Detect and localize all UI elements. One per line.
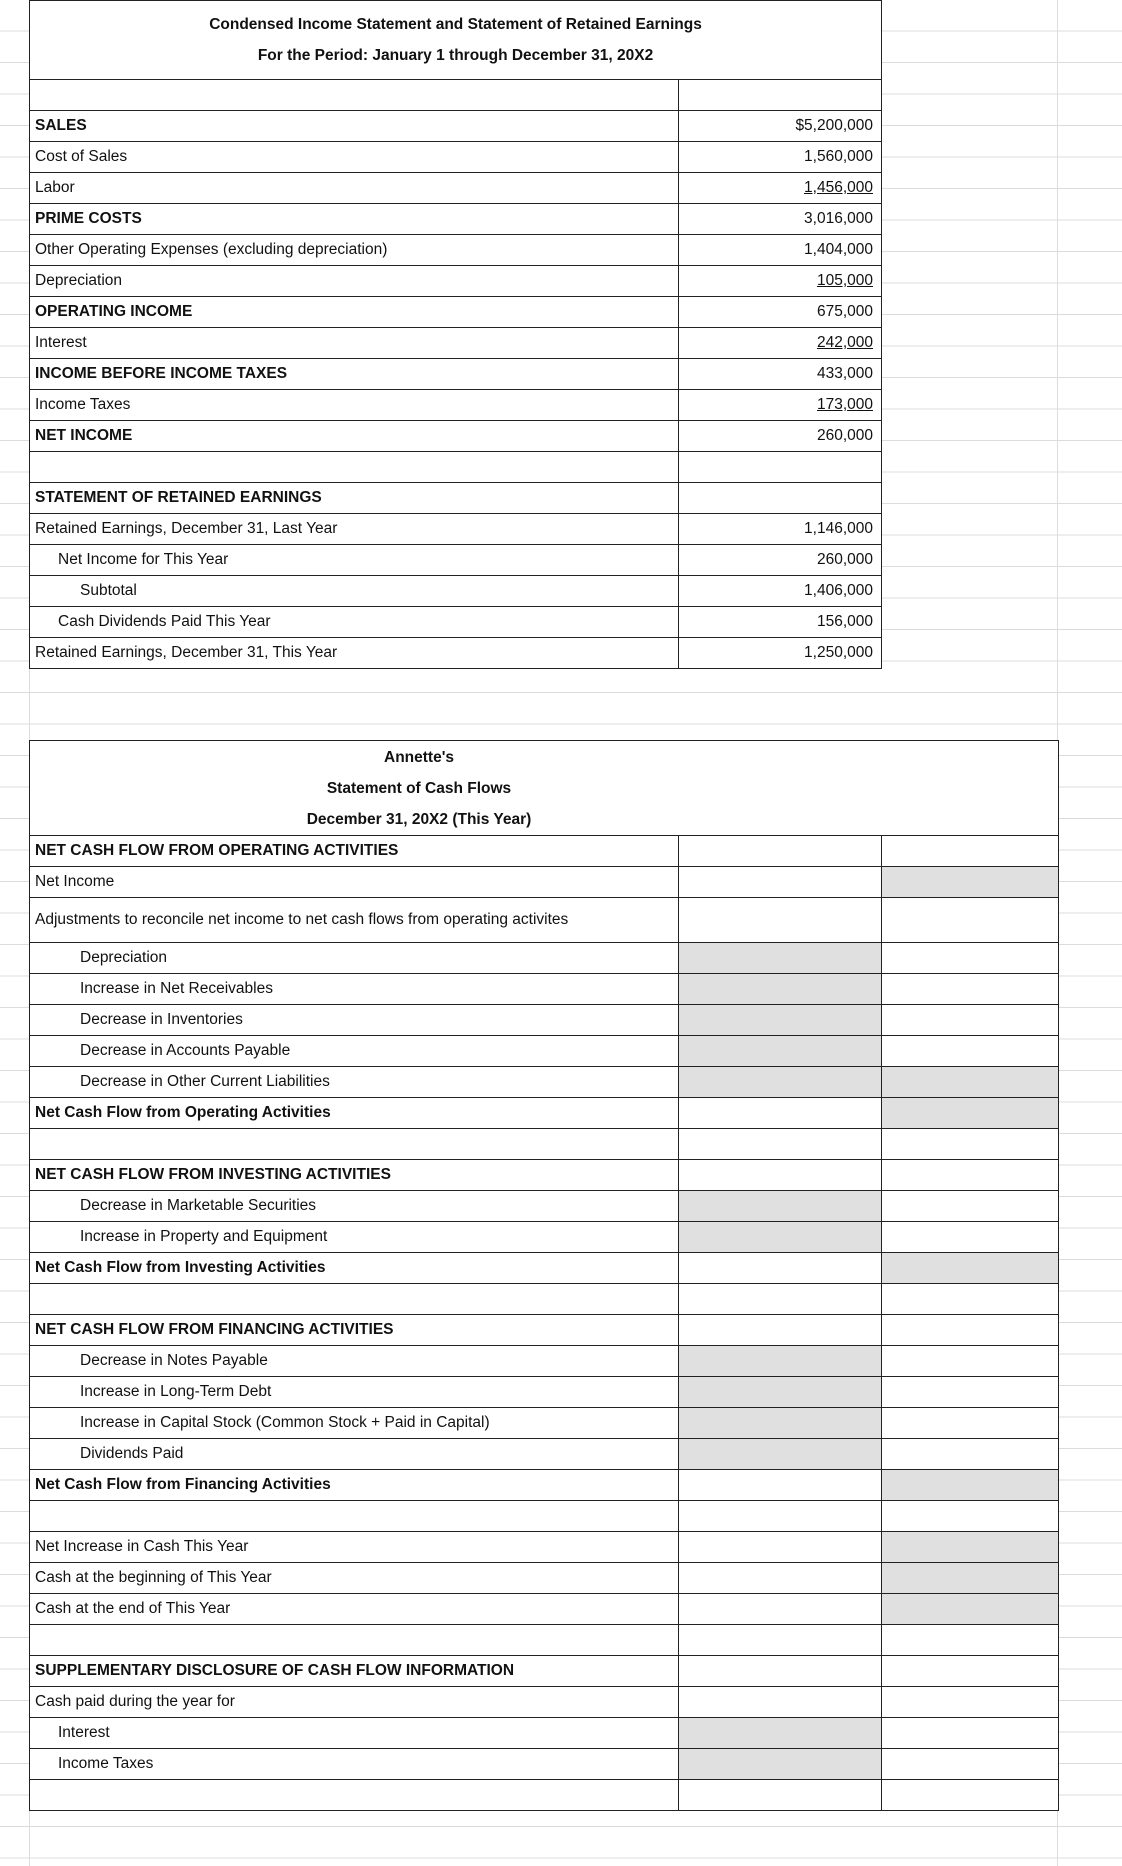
table-row (30, 359, 882, 390)
row-label[interactable]: Increase in Capital Stock (Common Stock + Paid in Capital) (30, 1408, 679, 1439)
table-row (30, 638, 882, 669)
row-label[interactable]: Net Increase in Cash This Year (30, 1532, 679, 1563)
input-cell[interactable] (679, 1408, 882, 1439)
row-label[interactable]: NET INCOME (30, 421, 679, 452)
row-value[interactable]: 260,000 (679, 421, 882, 452)
cash-flow-header (30, 741, 1059, 836)
cash-flow-title: Statement of Cash Flows (326, 779, 512, 797)
table-row (30, 607, 882, 638)
total-cell[interactable] (882, 1160, 1059, 1191)
row-value[interactable]: 242,000 (679, 328, 882, 359)
row-value[interactable]: 260,000 (679, 545, 882, 576)
input-cell[interactable] (679, 943, 882, 974)
row-value[interactable]: $5,200,000 (679, 111, 882, 142)
supplementary-heading[interactable]: SUPPLEMENTARY DISCLOSURE OF CASH FLOW INFORMATION (30, 1656, 679, 1687)
row-label[interactable]: Cash Dividends Paid This Year (30, 607, 679, 638)
income-statement-table (29, 0, 882, 669)
investing-heading[interactable]: NET CASH FLOW FROM INVESTING ACTIVITIES (30, 1160, 679, 1191)
table-row (30, 1377, 1059, 1408)
amount-cell[interactable] (679, 1532, 882, 1563)
row-label[interactable]: Cost of Sales (30, 142, 679, 173)
table-row (30, 545, 882, 576)
retained-earnings-heading[interactable]: STATEMENT OF RETAINED EARNINGS (30, 483, 679, 514)
input-cell[interactable] (679, 1191, 882, 1222)
row-label[interactable]: Cash at the beginning of This Year (30, 1563, 679, 1594)
input-cell[interactable] (679, 1067, 882, 1098)
input-cell[interactable] (882, 1470, 1059, 1501)
income-statement-header (30, 1, 882, 80)
row-label[interactable]: Adjustments to reconcile net income to net cash flows from operating activites (30, 898, 679, 943)
row-label[interactable]: Other Operating Expenses (excluding depreciation) (30, 235, 679, 266)
amount-cell[interactable] (679, 1315, 882, 1346)
table-row (30, 1222, 1059, 1253)
company-name: Annette's (384, 748, 454, 766)
table-row (30, 943, 1059, 974)
row-value[interactable]: 1,560,000 (679, 142, 882, 173)
table-row (30, 1408, 1059, 1439)
blank-cell[interactable] (30, 80, 679, 111)
row-label[interactable]: Cash paid during the year for (30, 1687, 679, 1718)
row-value[interactable]: 156,000 (679, 607, 882, 638)
total-cell[interactable] (882, 1222, 1059, 1253)
table-row (30, 1532, 1059, 1563)
row-value[interactable]: 1,456,000 (679, 173, 882, 204)
table-row (30, 142, 882, 173)
row-value[interactable]: 433,000 (679, 359, 882, 390)
row-label[interactable]: Decrease in Inventories (30, 1005, 679, 1036)
table-row (30, 836, 1059, 867)
financing-total-label[interactable]: Net Cash Flow from Financing Activities (30, 1470, 679, 1501)
blank-cell[interactable] (679, 452, 882, 483)
row-value[interactable]: 1,146,000 (679, 514, 882, 545)
row-value[interactable]: 105,000 (679, 266, 882, 297)
table-row (30, 1005, 1059, 1036)
total-cell[interactable] (882, 943, 1059, 974)
operating-heading[interactable]: NET CASH FLOW FROM OPERATING ACTIVITIES (30, 836, 679, 867)
blank-cell[interactable] (882, 1284, 1059, 1315)
blank-cell[interactable] (882, 1129, 1059, 1160)
row-label[interactable]: Increase in Property and Equipment (30, 1222, 679, 1253)
cash-flow-table (29, 740, 1059, 1811)
blank-cell[interactable] (30, 1284, 679, 1315)
row-value[interactable]: 675,000 (679, 297, 882, 328)
blank-cell[interactable] (30, 1501, 679, 1532)
blank-cell[interactable] (679, 80, 882, 111)
blank-cell[interactable] (679, 1129, 882, 1160)
total-cell[interactable] (882, 974, 1059, 1005)
table-row (30, 421, 882, 452)
financing-heading[interactable]: NET CASH FLOW FROM FINANCING ACTIVITIES (30, 1315, 679, 1346)
total-cell[interactable] (882, 1191, 1059, 1222)
table-row (30, 328, 882, 359)
row-label[interactable]: Decrease in Other Current Liabilities (30, 1067, 679, 1098)
row-label[interactable]: Subtotal (30, 576, 679, 607)
total-cell[interactable] (882, 1408, 1059, 1439)
row-label[interactable]: Cash at the end of This Year (30, 1594, 679, 1625)
total-cell[interactable] (882, 1036, 1059, 1067)
input-cell[interactable] (882, 1532, 1059, 1563)
row-label[interactable]: Net Income for This Year (30, 545, 679, 576)
table-row (30, 483, 882, 514)
table-row (30, 1563, 1059, 1594)
input-cell[interactable] (882, 1563, 1059, 1594)
input-cell[interactable] (679, 1377, 882, 1408)
table-row (30, 1594, 1059, 1625)
table-row (30, 974, 1059, 1005)
blank-cell[interactable] (679, 1501, 882, 1532)
blank-cell[interactable] (679, 1625, 882, 1656)
blank-cell[interactable] (679, 1284, 882, 1315)
row-label[interactable]: Depreciation (30, 266, 679, 297)
amount-cell[interactable] (679, 867, 882, 898)
table-row (30, 390, 882, 421)
row-label[interactable]: Interest (30, 1718, 679, 1749)
row-label[interactable]: OPERATING INCOME (30, 297, 679, 328)
row-label[interactable]: INCOME BEFORE INCOME TAXES (30, 359, 679, 390)
input-cell[interactable] (882, 1594, 1059, 1625)
row-value[interactable]: 3,016,000 (679, 204, 882, 235)
table-row (30, 1191, 1059, 1222)
row-value[interactable]: 1,250,000 (679, 638, 882, 669)
amount-cell[interactable] (679, 1563, 882, 1594)
input-cell[interactable] (882, 1253, 1059, 1284)
cash-flow-date: December 31, 20X2 (This Year) (306, 810, 532, 828)
total-cell[interactable] (882, 836, 1059, 867)
row-label[interactable]: Decrease in Accounts Payable (30, 1036, 679, 1067)
row-label[interactable]: Interest (30, 328, 679, 359)
input-cell[interactable] (679, 1718, 882, 1749)
table-row (30, 1687, 1059, 1718)
table-row (30, 1718, 1059, 1749)
row-value[interactable]: 1,404,000 (679, 235, 882, 266)
amount-cell[interactable] (679, 1160, 882, 1191)
input-cell[interactable] (679, 1346, 882, 1377)
table-row (30, 111, 882, 142)
blank-cell[interactable] (30, 1129, 679, 1160)
table-row (30, 1749, 1059, 1780)
row-label[interactable]: Decrease in Notes Payable (30, 1346, 679, 1377)
total-cell[interactable] (882, 1439, 1059, 1470)
blank-cell[interactable] (30, 1780, 679, 1811)
table-row (30, 1067, 1059, 1098)
operating-total-label[interactable]: Net Cash Flow from Operating Activities (30, 1098, 679, 1129)
input-cell[interactable] (679, 1222, 882, 1253)
row-label[interactable]: Labor (30, 173, 679, 204)
table-row (30, 867, 1059, 898)
table-row (30, 204, 882, 235)
table-row (30, 1346, 1059, 1377)
total-cell[interactable] (882, 1718, 1059, 1749)
table-row (30, 1470, 1059, 1501)
table-row (30, 173, 882, 204)
table-row (30, 1656, 1059, 1687)
table-row (30, 576, 882, 607)
input-cell[interactable] (679, 1036, 882, 1067)
table-row (30, 1315, 1059, 1346)
table-row (30, 266, 882, 297)
total-cell[interactable] (882, 1315, 1059, 1346)
blank-cell[interactable] (882, 1501, 1059, 1532)
blank-cell[interactable] (30, 452, 679, 483)
table-row (30, 898, 1059, 943)
total-cell[interactable] (882, 1377, 1059, 1408)
input-cell[interactable] (679, 1439, 882, 1470)
input-cell[interactable] (679, 1005, 882, 1036)
total-cell[interactable] (882, 1005, 1059, 1036)
input-cell[interactable] (882, 1067, 1059, 1098)
row-label[interactable]: Net Income (30, 867, 679, 898)
amount-cell[interactable] (679, 1687, 882, 1718)
total-cell[interactable] (882, 1656, 1059, 1687)
blank-cell[interactable] (882, 1780, 1059, 1811)
income-statement-title: Condensed Income Statement and Statement of Retained Earnings (209, 16, 702, 33)
amount-cell[interactable] (679, 1253, 882, 1284)
total-cell[interactable] (882, 1346, 1059, 1377)
row-label[interactable]: Dividends Paid (30, 1439, 679, 1470)
input-cell[interactable] (679, 1749, 882, 1780)
row-label[interactable]: Retained Earnings, December 31, This Year (30, 638, 679, 669)
total-cell[interactable] (882, 1749, 1059, 1780)
row-label[interactable]: Depreciation (30, 943, 679, 974)
investing-total-label[interactable]: Net Cash Flow from Investing Activities (30, 1253, 679, 1284)
input-cell[interactable] (679, 974, 882, 1005)
row-label[interactable]: SALES (30, 111, 679, 142)
amount-cell[interactable] (679, 1470, 882, 1501)
amount-cell[interactable] (679, 1656, 882, 1687)
row-label[interactable]: Income Taxes (30, 390, 679, 421)
blank-cell[interactable] (679, 1780, 882, 1811)
row-label[interactable]: Increase in Net Receivables (30, 974, 679, 1005)
blank-cell[interactable] (679, 483, 882, 514)
row-value[interactable]: 1,406,000 (679, 576, 882, 607)
income-statement-period: For the Period: January 1 through December 31, 20X2 (257, 47, 654, 64)
amount-cell[interactable] (679, 898, 882, 943)
input-cell[interactable] (882, 867, 1059, 898)
amount-cell[interactable] (679, 836, 882, 867)
table-row (30, 1439, 1059, 1470)
input-cell[interactable] (882, 1098, 1059, 1129)
blank-cell[interactable] (882, 1625, 1059, 1656)
blank-cell[interactable] (30, 1625, 679, 1656)
table-row (30, 1036, 1059, 1067)
amount-cell[interactable] (679, 1098, 882, 1129)
row-value[interactable]: 173,000 (679, 390, 882, 421)
table-row (30, 514, 882, 545)
table-row (30, 235, 882, 266)
row-label[interactable]: PRIME COSTS (30, 204, 679, 235)
total-cell[interactable] (882, 1687, 1059, 1718)
amount-cell[interactable] (679, 1594, 882, 1625)
table-row (30, 1253, 1059, 1284)
row-label[interactable]: Decrease in Marketable Securities (30, 1191, 679, 1222)
row-label[interactable]: Income Taxes (30, 1749, 679, 1780)
table-row (30, 1160, 1059, 1191)
table-row (30, 297, 882, 328)
total-cell[interactable] (882, 898, 1059, 943)
table-row (30, 1098, 1059, 1129)
row-label[interactable]: Retained Earnings, December 31, Last Year (30, 514, 679, 545)
row-label[interactable]: Increase in Long-Term Debt (30, 1377, 679, 1408)
